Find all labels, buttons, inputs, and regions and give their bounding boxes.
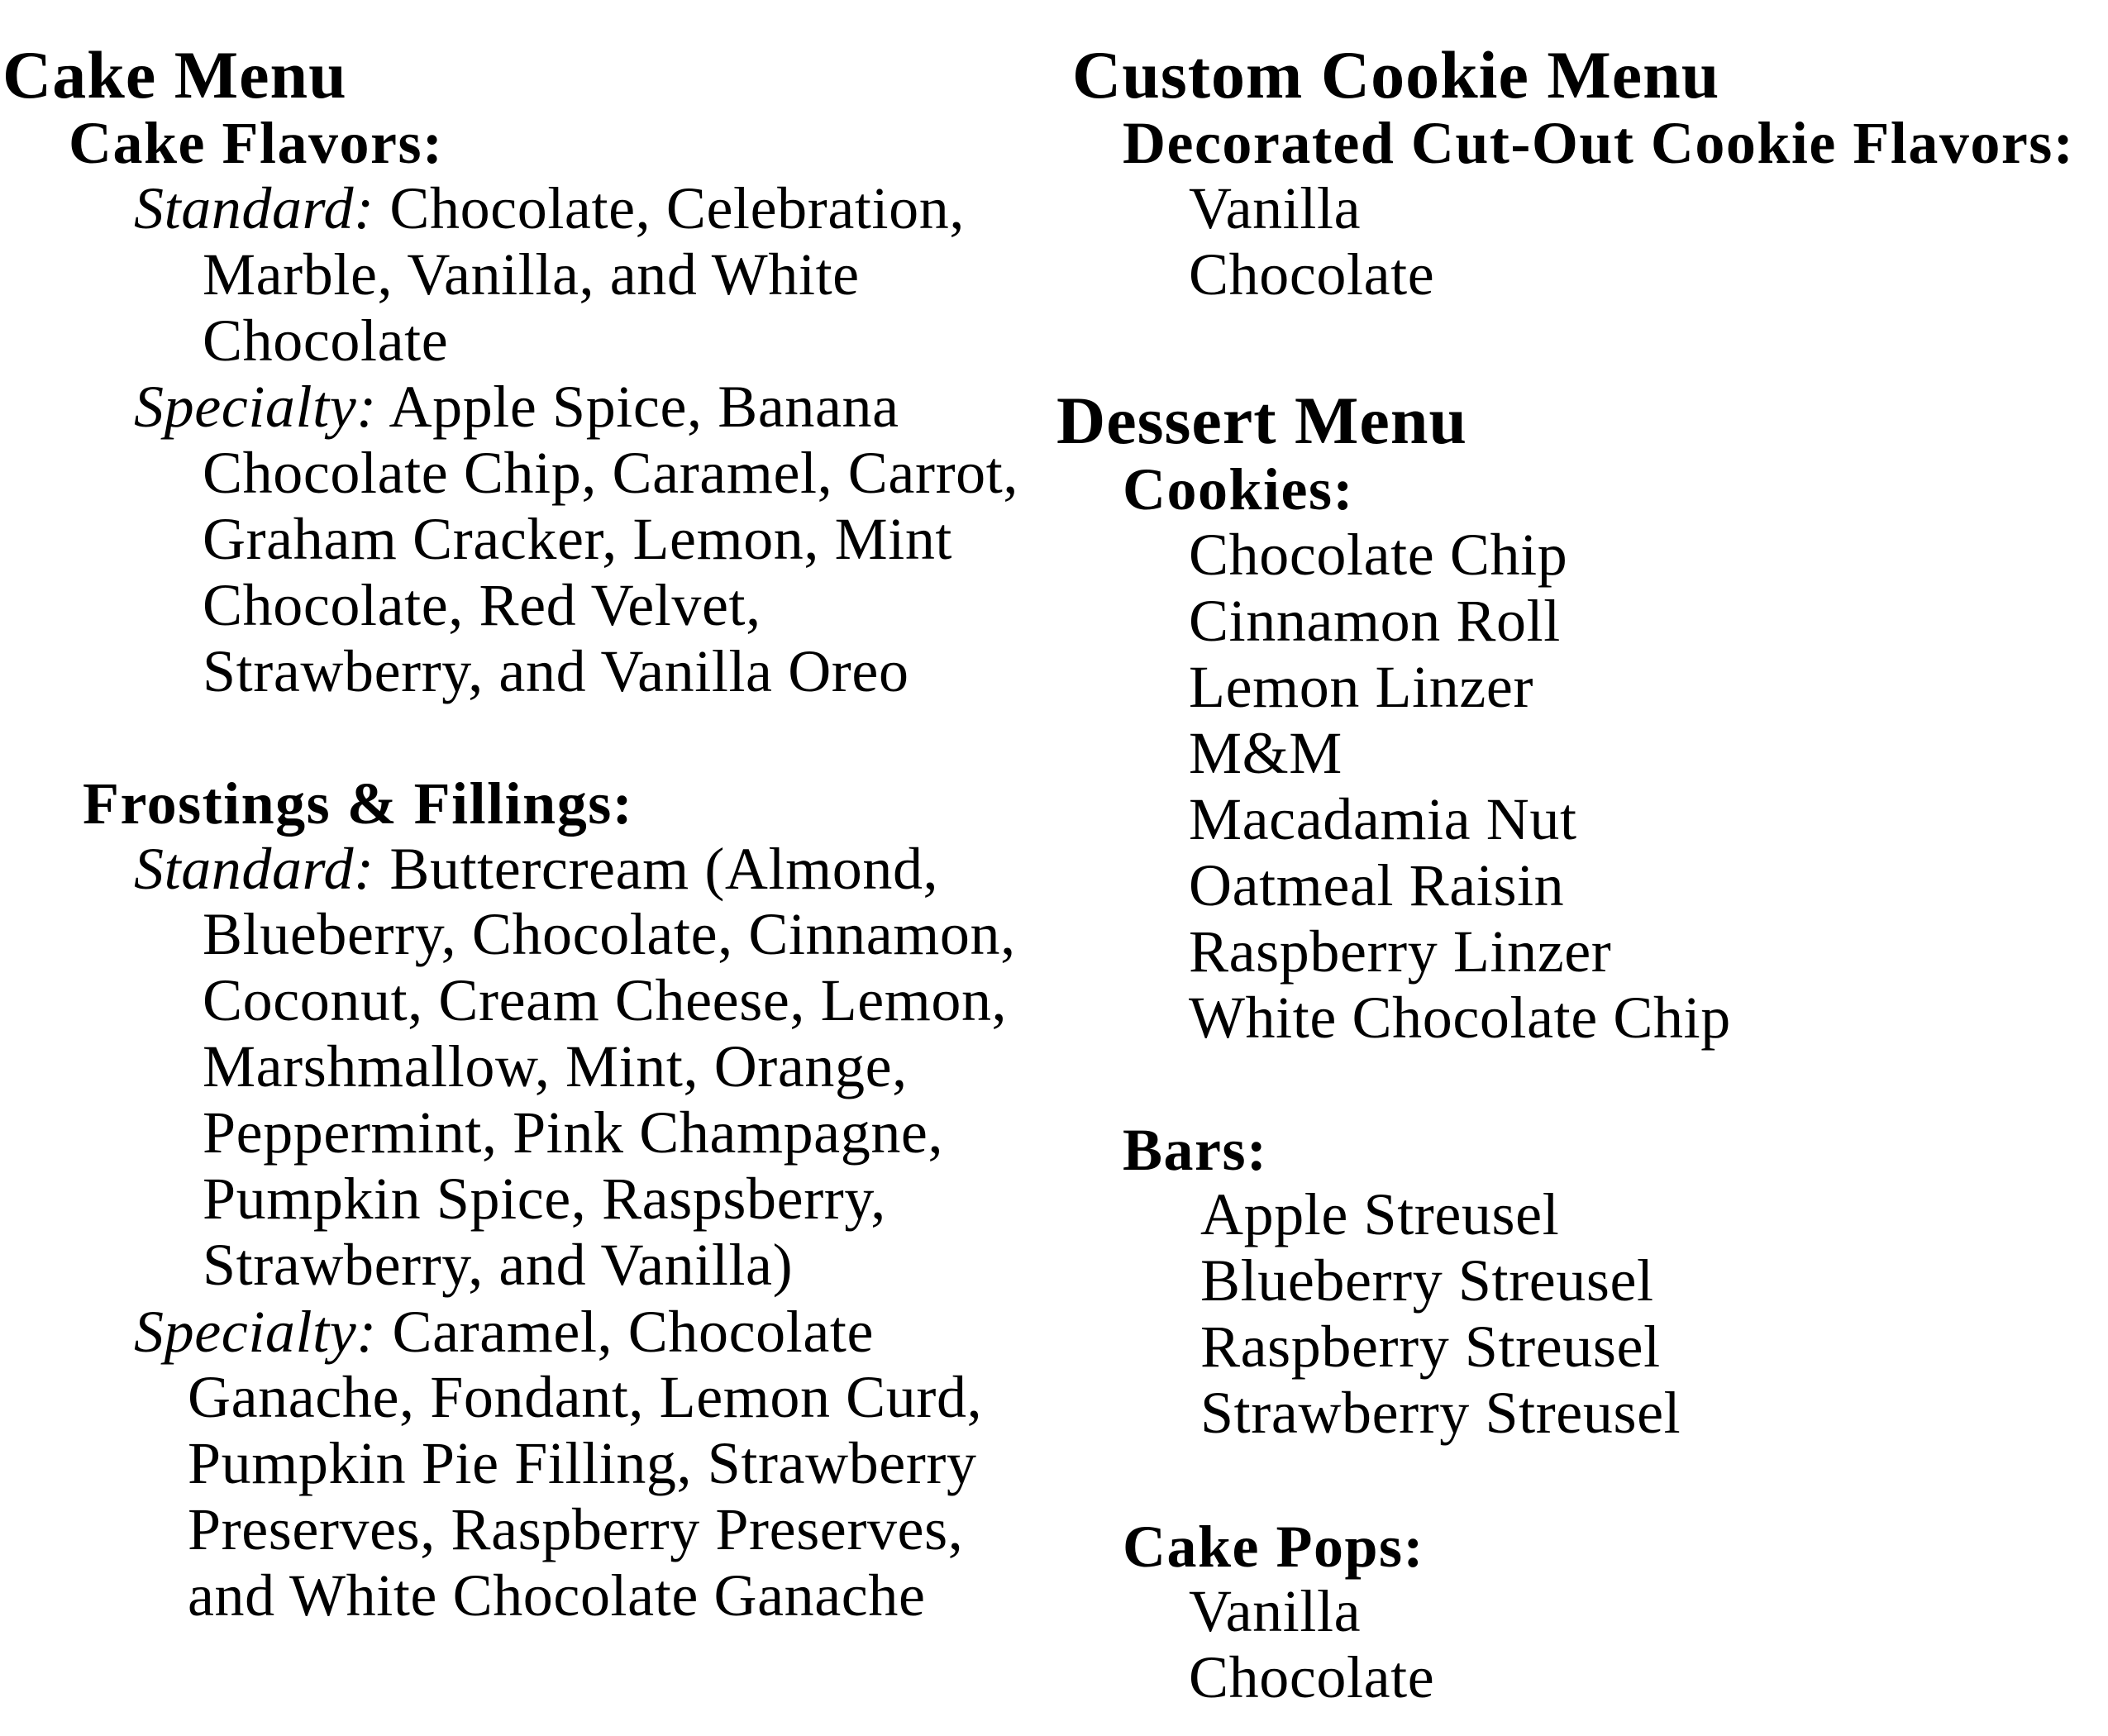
custom-cookie-menu-title: Custom Cookie Menu bbox=[1072, 37, 1720, 112]
cake-flavors-heading: Cake Flavors: bbox=[69, 110, 444, 176]
frostings-standard-text: Pumpkin Spice, Raspsberry, bbox=[203, 1166, 886, 1232]
frostings-specialty-text: Ganache, Fondant, Lemon Curd, bbox=[188, 1364, 983, 1430]
decorated-cutout-heading: Decorated Cut-Out Cookie Flavors: bbox=[1123, 110, 2075, 176]
cake-flavors-standard-line bbox=[134, 175, 965, 241]
cookies-heading: Cookies: bbox=[1123, 456, 1354, 522]
cake-flavors-standard-text: Marble, Vanilla, and White bbox=[203, 241, 860, 308]
frostings-specialty-text: Pumpkin Pie Filling, Strawberry bbox=[188, 1430, 977, 1496]
cake-menu-title: Cake Menu bbox=[2, 37, 347, 112]
bar-item: Blueberry Streusel bbox=[1200, 1247, 1654, 1314]
cake-flavors-standard-text: Chocolate, Celebration, bbox=[389, 175, 965, 241]
cake-pop-item: Chocolate bbox=[1189, 1644, 1435, 1710]
standard-label: Standard: bbox=[134, 836, 374, 902]
frostings-standard-text: Strawberry, and Vanilla) bbox=[203, 1232, 794, 1298]
cake-flavors-specialty-text: Strawberry, and Vanilla Oreo bbox=[203, 638, 909, 704]
bar-item: Raspberry Streusel bbox=[1200, 1314, 1661, 1380]
cookie-item: Macadamia Nut bbox=[1189, 786, 1577, 852]
cookie-item: White Chocolate Chip bbox=[1189, 985, 1731, 1051]
frostings-standard-text: Peppermint, Pink Champagne, bbox=[203, 1099, 944, 1166]
cake-flavors-specialty-line bbox=[134, 374, 899, 440]
frostings-specialty-text: Caramel, Chocolate bbox=[392, 1299, 875, 1365]
cookie-item: Chocolate Chip bbox=[1189, 522, 1568, 588]
cake-flavors-standard-text: Chocolate bbox=[203, 308, 449, 374]
cookie-item: Lemon Linzer bbox=[1189, 654, 1534, 720]
decorated-cutout-item: Vanilla bbox=[1189, 175, 1362, 241]
bar-item: Apple Streusel bbox=[1200, 1181, 1560, 1247]
specialty-label: Specialty: bbox=[134, 1299, 377, 1365]
cake-flavors-specialty-text: Apple Spice, Banana bbox=[389, 374, 899, 440]
cookie-item: Oatmeal Raisin bbox=[1189, 852, 1565, 918]
cake-flavors-specialty-text: Graham Cracker, Lemon, Mint bbox=[203, 506, 953, 572]
frostings-standard-text: Marshmallow, Mint, Orange, bbox=[203, 1033, 908, 1099]
standard-label: Standard: bbox=[134, 175, 374, 241]
frostings-specialty-line bbox=[134, 1299, 875, 1365]
frostings-standard-text: Buttercream (Almond, bbox=[389, 836, 939, 902]
cake-flavors-specialty-text: Chocolate Chip, Caramel, Carrot, bbox=[203, 440, 1018, 506]
frostings-standard-line bbox=[134, 836, 939, 902]
cookie-item: Cinnamon Roll bbox=[1189, 588, 1561, 654]
frostings-specialty-text: Preserves, Raspberry Preserves, bbox=[188, 1496, 964, 1562]
specialty-label: Specialty: bbox=[134, 374, 377, 440]
frostings-fillings-heading: Frostings & Fillings: bbox=[83, 770, 634, 837]
frostings-standard-text: Coconut, Cream Cheese, Lemon, bbox=[203, 967, 1008, 1033]
cookie-item: M&M bbox=[1189, 720, 1343, 786]
bars-heading: Bars: bbox=[1123, 1117, 1268, 1183]
decorated-cutout-item: Chocolate bbox=[1189, 241, 1435, 308]
dessert-menu-title: Dessert Menu bbox=[1056, 383, 1468, 458]
frostings-standard-text: Blueberry, Chocolate, Cinnamon, bbox=[203, 901, 1016, 967]
frostings-specialty-text: and White Chocolate Ganache bbox=[188, 1562, 926, 1629]
bar-item: Strawberry Streusel bbox=[1200, 1380, 1681, 1446]
cake-pops-heading: Cake Pops: bbox=[1123, 1514, 1425, 1580]
cake-flavors-specialty-text: Chocolate, Red Velvet, bbox=[203, 572, 761, 638]
cake-pop-item: Vanilla bbox=[1189, 1578, 1362, 1644]
cookie-item: Raspberry Linzer bbox=[1189, 918, 1612, 985]
